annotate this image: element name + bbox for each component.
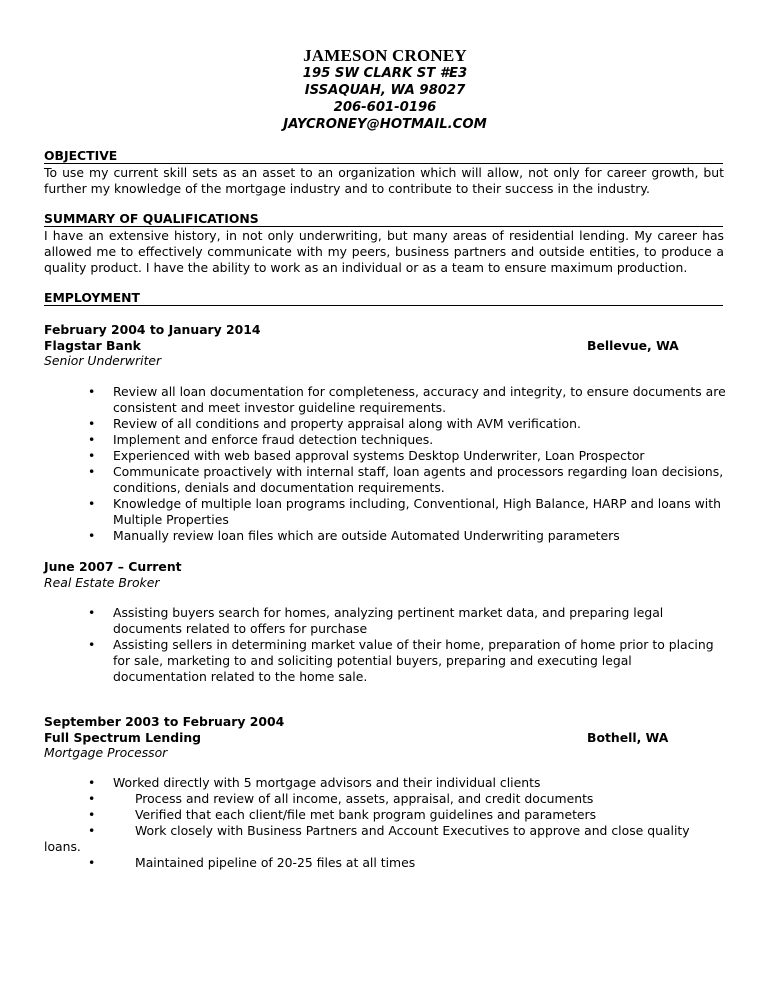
bullet-icon: • [88, 432, 96, 447]
bullet-icon: • [88, 823, 96, 838]
bullet-icon: • [88, 464, 96, 479]
candidate-name: JAMESON CRONEY [303, 46, 467, 65]
list-item: • Manually review loan files which are outside Automated Underwriting parameters [88, 528, 620, 543]
summary-heading: SUMMARY OF QUALIFICATIONS [44, 211, 723, 227]
job-bullet-list [44, 775, 728, 871]
objective-text: To use my current skill sets as an asset to an organization which will allow, not only for career growth, but further my knowledge of the mortgage industry and to contribute to their success in the industry. [44, 165, 724, 196]
bullet-icon: • [88, 637, 96, 652]
list-item: • Worked directly with 5 mortgage advisors and their individual clients [88, 775, 541, 790]
employment-heading: EMPLOYMENT [44, 290, 723, 306]
list-item: • Work closely with Business Partners and Account Executives to approve and close quality [88, 823, 690, 838]
bullet-icon: • [88, 807, 96, 822]
list-item: • Assisting buyers search for homes, analyzing pertinent market data, and preparing legal documents related to offers for purchase [88, 605, 664, 636]
list-item: • Assisting sellers in determining market value of their home, preparation of home prior to placing for sale, marketing to and soliciting potential buyers, preparing and executing legal documentation related to the home sale. [88, 637, 714, 684]
bullet-icon: • [88, 775, 96, 790]
job-dates: February 2004 to January 2014 [44, 322, 261, 337]
bullet-icon: • [88, 791, 96, 806]
job-dates: June 2007 – Current [44, 559, 182, 574]
list-item: • Review all loan documentation for completeness, accuracy and integrity, to ensure documents are consistent and meet investor guideline requirements. [88, 384, 726, 415]
job-company: Flagstar Bank [44, 338, 141, 353]
list-item-continuation: loans. [44, 839, 81, 854]
list-item: • Implement and enforce fraud detection techniques. [88, 432, 434, 447]
job-location: Bellevue, WA [587, 338, 679, 353]
job-dates: September 2003 to February 2004 [44, 714, 285, 729]
job-company: Full Spectrum Lending [44, 730, 202, 745]
email-address[interactable]: JAYCRONEY@HOTMAIL.COM [283, 117, 487, 132]
bullet-icon: • [88, 528, 96, 543]
list-item: • Knowledge of multiple loan programs including, Conventional, High Balance, HARP and loans with Multiple Properties [88, 496, 721, 527]
bullet-icon: • [88, 605, 96, 620]
summary-text: I have an extensive history, in not only underwriting, but many areas of residential lending. My career has allowed me to effectively communicate with my peers, business partners and outside entities, to produce a quality product. I have the ability to work as an individual or as a team to ensure maximum production. [44, 228, 724, 275]
job-title: Senior Underwriter [44, 353, 162, 368]
bullet-icon: • [88, 496, 96, 511]
objective-heading: OBJECTIVE [44, 148, 723, 164]
job-bullet-list [88, 384, 728, 544]
bullet-icon: • [88, 416, 96, 431]
address-street: 195 SW CLARK ST #E3 [302, 66, 468, 81]
job-bullet-list [88, 605, 728, 685]
phone-number: 206-601-0196 [333, 100, 437, 115]
list-item: • Maintained pipeline of 20-25 files at all times [88, 855, 416, 870]
list-item: • Process and review of all income, assets, appraisal, and credit documents [88, 791, 594, 806]
list-item: • Communicate proactively with internal staff, loan agents and processors regarding loan decisions, conditions, denials and documentation requirements. [88, 464, 724, 495]
list-item: • Experienced with web based approval systems Desktop Underwriter, Loan Prospector [88, 448, 645, 463]
job-title: Mortgage Processor [44, 745, 168, 760]
job-location: Bothell, WA [587, 730, 669, 745]
job-title: Real Estate Broker [44, 575, 160, 590]
bullet-icon: • [88, 855, 96, 870]
list-item: • Verified that each client/file met bank program guidelines and parameters [88, 807, 597, 822]
list-item: • Review of all conditions and property appraisal along with AVM verification. [88, 416, 581, 431]
bullet-icon: • [88, 384, 96, 399]
address-city: ISSAQUAH, WA 98027 [304, 83, 466, 98]
bullet-icon: • [88, 448, 96, 463]
